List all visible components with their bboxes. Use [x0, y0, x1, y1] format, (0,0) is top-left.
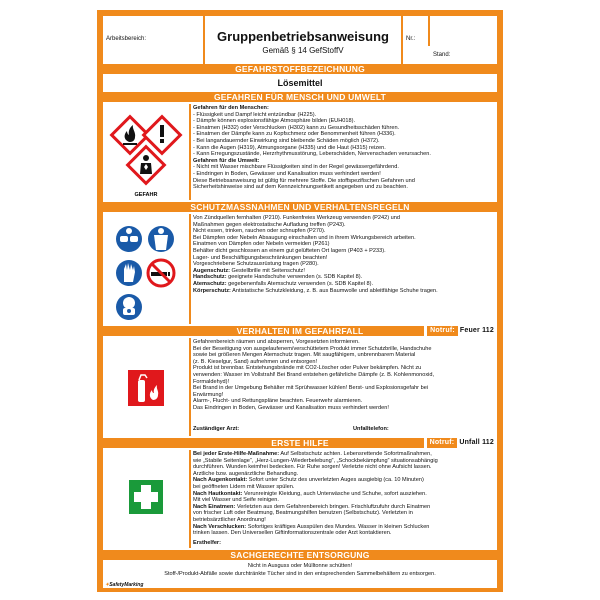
- brand-logo: [105, 582, 143, 588]
- text-line: [193, 524, 494, 531]
- hand-protection-icon: [116, 260, 142, 286]
- text-line: [193, 405, 494, 412]
- band-entsorgung: SACHGERECHTE ENTSORGUNG: [103, 550, 497, 560]
- band-erste-hilfe: [103, 438, 497, 448]
- brand-name: SafetyMarking: [109, 582, 144, 588]
- text-line: [193, 530, 494, 537]
- text-line: [193, 372, 494, 379]
- text-line: [193, 105, 494, 112]
- section-gefahren: [103, 104, 497, 200]
- text-line: [193, 171, 494, 178]
- band-gefahren: GEFAHREN FÜR MENSCH UND UMWELT: [103, 92, 497, 102]
- erste-hilfe-icons: [103, 450, 191, 548]
- text-line-body: Gefahrenbereich räumen und absperren, Vorgesetzten informieren.: [193, 339, 360, 345]
- text-line-body: Einatmen von Dämpfen oder Nebeln vermeiden (P261): [193, 241, 330, 248]
- text-line-body: - Flüssigkeit und Dampf leicht entzündbar (H225).: [193, 111, 317, 118]
- ersthelfer-label: Ersthelfer:: [193, 540, 221, 546]
- text-line-label: Körperschutz:: [193, 287, 231, 294]
- schutz-icons: [103, 214, 191, 324]
- text-line-body: Antistatische Schutzkleidung, z. B. aus Baumwolle und ableitfähige Schuhe tragen.: [230, 287, 438, 294]
- text-line-body: Lager- und Beschäftigungsbeschränkungen beachten!: [193, 254, 328, 261]
- text-line-body: Sofort unter Schutz des unverletzten Auges ausgiebig (ca. 10 Minuten): [247, 477, 424, 484]
- gefahren-text: [193, 105, 494, 191]
- text-line: [193, 517, 494, 524]
- text-line-body: Maßnahmen gegen elektrostatische Aufladung treffen (P243).: [193, 221, 346, 228]
- text-line-body: Auf Selbstschutz achten. Lebensrettende Sofortmaßnahmen,: [279, 451, 432, 457]
- notruf-feuer-number: Feuer 112: [459, 327, 494, 334]
- section-schutz: [103, 214, 497, 324]
- ghs-pictograms: [103, 104, 189, 200]
- text-line-body: sowie bei größeren Mengen Atemschutz tragen. Mit saugfähigem, unbrennbarem Material: [193, 352, 416, 359]
- text-line: [193, 346, 494, 353]
- text-line-body: Mit viel Wasser und Seife reinigen.: [193, 497, 279, 504]
- page-subtitle: Gemäß § 14 GefStoffV: [262, 46, 344, 55]
- mandatory-signs: [103, 214, 189, 324]
- text-line: [193, 497, 494, 504]
- text-line-label: Handschutz:: [193, 274, 227, 281]
- text-line: [193, 339, 494, 346]
- text-line-body: Von Zündquellen fernhalten (P210). Funkenfreies Werkzeug verwenden (P242) und: [193, 215, 400, 221]
- text-line: [193, 379, 494, 386]
- text-line-body: - Nicht mit Wasser mischbare Flüssigkeiten sind in der Regel gewässergefährdend.: [193, 164, 399, 171]
- text-line-body: Sicherheitshinweise sind auf dem Kennzeichnungsetikett angegeben und zu beachten.: [193, 184, 408, 191]
- band-gefahrfall-title: VERHALTEN IM GEFAHRFALL: [236, 326, 364, 336]
- text-line: [193, 138, 494, 145]
- text-line-body: Bei Brand in der Umgebung Behälter mit Sprühwasser kühlen! Berst- und Explosionsgefahr bei: [193, 385, 429, 392]
- no-smoking-icon: [148, 260, 174, 286]
- text-line: [193, 510, 494, 517]
- entsorgung-line-2: Stoff-/Produkt-Abfälle sowie durchtränkte Tücher sind in den entsprechenden Sammelbehältern zu entsorgen.: [164, 571, 436, 577]
- sheet-inner: [103, 16, 497, 588]
- text-line-body: (z. B. Kieselgur, Sand) aufnehmen und entsorgen!: [193, 358, 318, 365]
- text-line-body: verwenden: Wasser im Vollstrahl! Bei Brand entstehen gefährliche Dämpfe (z. B. Kohlenmonoxid,: [193, 371, 435, 378]
- text-line-body: Verunreinigte Kleidung, auch Unterwäsche und Schuhe, sofort ausziehen.: [242, 490, 427, 497]
- text-line-label: Nach Verschlucken:: [193, 523, 247, 530]
- first-aid-cross-icon: [129, 480, 163, 514]
- gefahrfall-text: [193, 339, 494, 412]
- band-erste-hilfe-title: ERSTE HILFE: [271, 438, 329, 448]
- text-line-body: Sofortiges kräftiges Ausspülen des Mundes. Wasser in kleinen Schlucken: [246, 523, 430, 530]
- text-line-label: Augenschutz:: [193, 267, 230, 274]
- eye-protection-icon: [116, 226, 142, 252]
- text-line-label: Nach Augenkontakt:: [193, 477, 248, 484]
- header: [103, 16, 497, 64]
- text-line-body: - Einatmen der Dämpfe kann zu Kopfschmerz oder Benommenheit führen (H336).: [193, 131, 396, 138]
- text-line-body: - Dämpfe können explosionsfähige Atmosphäre bilden (EUH018).: [193, 118, 355, 125]
- text-line-body: durchführen. Wunden keimfrei bedecken. Für Ruhe sorgen! Verletzte nicht ohne Aufsicht lassen.: [193, 464, 432, 471]
- text-line: [193, 228, 494, 235]
- text-line: [193, 491, 494, 498]
- fire-extinguisher-sign: [103, 338, 189, 436]
- text-line-body: Formaldehyd)!: [193, 378, 230, 385]
- text-line: [193, 158, 494, 165]
- text-line-body: Das Eindringen in Boden, Gewässer und Kanalisation muss verhindert werden!: [193, 404, 389, 411]
- text-line: [193, 112, 494, 119]
- text-line-body: bei geöffneten Lidern mit Wasser spülen.: [193, 483, 295, 490]
- text-line-body: gegebenenfalls Atemschutz verwenden (s. SDB Kapitel 8).: [226, 280, 374, 287]
- arzt-label: Zuständiger Arzt:: [193, 426, 240, 432]
- unfalltelefon-label: Unfalltelefon:: [353, 426, 389, 432]
- text-line: [193, 359, 494, 366]
- notruf-unfall: [424, 438, 497, 448]
- section-gefahrfall: [103, 338, 497, 436]
- text-line-body: von frischer Luft oder Beatmung, Beatmungshilfen benutzen (Selbstschutz). Verletzten in: [193, 510, 413, 517]
- text-line: [193, 385, 494, 392]
- text-line: [193, 125, 494, 132]
- text-line-body: Diese Betriebsanweisung ist gültig für mehrere Stoffe. Die stoffspezifischen Gefahren und: [193, 177, 415, 184]
- text-line: [193, 464, 494, 471]
- schutz-text: [193, 215, 494, 294]
- text-line-body: - Kann Erregungszustände, Herzrhythmusstörung, Leberschäden, Nervenschaden verursachen.: [193, 151, 431, 158]
- text-line: [193, 281, 494, 288]
- text-line: [193, 392, 494, 399]
- text-line-label: Nach Einatmen:: [193, 503, 236, 510]
- text-line: [193, 131, 494, 138]
- arbeitsbereich-cell: [103, 16, 205, 64]
- title-cell: [205, 16, 403, 64]
- text-line-body: betriebsärztlicher Anordnung!: [193, 516, 266, 523]
- text-line-body: - Bei langandauernder Einwirkung sind bleibende Schäden möglich (H372).: [193, 137, 380, 144]
- fire-extinguisher-icon: [128, 370, 164, 406]
- entsorgung-line-1: Nicht in Ausguss oder Mülltonne schütten!: [247, 563, 353, 569]
- section-erste-hilfe: [103, 450, 497, 548]
- gefahrfall-icons: [103, 338, 191, 436]
- text-line-body: Produkt ist brennbar. Entstehungsbrände mit CO2-Löscher oder Pulver bekämpfen. Nicht zu: [193, 365, 422, 372]
- text-line: [193, 118, 494, 125]
- arbeitsbereich-label: Arbeitsbereich:: [106, 36, 147, 42]
- notruf-feuer: [424, 326, 497, 336]
- text-line-body: Behälter dicht geschlossen an einem gut gelüfteten Ort lagern (P403 + P233).: [193, 247, 386, 254]
- text-line-body: Gestellbrille mit Seitenschutz!: [229, 267, 305, 274]
- band-gefahrfall: [103, 326, 497, 336]
- notruf-label: Notruf:: [427, 326, 458, 336]
- text-line-body: Bei Dämpfen oder Nebeln Absaugung einschalten und in ihrem Wirkungsbereich arbeiten.: [193, 234, 416, 241]
- text-line: [193, 164, 494, 171]
- text-line: [193, 255, 494, 262]
- text-line: [193, 151, 494, 158]
- nr-label: Nr.:: [406, 36, 416, 42]
- text-line: [193, 471, 494, 478]
- text-line: [193, 184, 494, 191]
- text-line: [193, 458, 494, 465]
- text-line: [193, 365, 494, 372]
- signal-word: GEFAHR: [134, 192, 158, 198]
- text-line: [193, 235, 494, 242]
- text-line: [193, 268, 494, 275]
- text-line: [193, 215, 494, 222]
- text-line-body: - Eindringen in Boden, Gewässer und Kanalisation muss verhindert werden!: [193, 170, 381, 177]
- text-line-body: Gefahren für die Umwelt:: [193, 157, 260, 164]
- text-line-body: wie „Stabile Seitenlage“, „Herz-Lungen-Wiederbelebung“, „Schockbekämpfung“ situationsabhängig: [193, 457, 438, 464]
- text-line-label: Atemschutz:: [193, 280, 227, 287]
- text-line-body: trinken lassen. Den Universellen Giftinformationszentrale oder Arzt kontaktieren.: [193, 530, 392, 537]
- text-line-body: - Einatmen (H332) oder Verschlucken (H302) kann zu Gesundheitsschäden führen.: [193, 124, 400, 131]
- text-line: [193, 288, 494, 295]
- band-schutzmassnahmen: SCHUTZMASSNAHMEN UND VERHALTENSREGELN: [103, 202, 497, 212]
- text-line-body: Alarm-, Flucht- und Rettungspläne beachten. Feuerwehr alarmieren.: [193, 398, 363, 405]
- text-line: [193, 274, 494, 281]
- text-line-body: Erwärmung!: [193, 391, 224, 398]
- text-line: [193, 398, 494, 405]
- text-line-body: - Kann die Augen (H319), Atmungsorgane (H335) und die Haut (H315) reizen.: [193, 144, 386, 151]
- text-line-body: Ärztliche bzw. augenärztliche Behandlung.: [193, 470, 299, 477]
- erste-hilfe-text: [193, 451, 494, 537]
- text-line-label: Bei jeder Erste-Hilfe-Maßnahme:: [193, 451, 280, 457]
- text-line-body: Vorgeschriebene Schutzausrüstung tragen (P280).: [193, 261, 319, 268]
- text-line: [193, 248, 494, 255]
- text-line: [193, 222, 494, 229]
- text-line: [193, 178, 494, 185]
- text-line-body: geeignete Handschuhe verwenden (s. SDB Kapitel 8).: [226, 274, 363, 281]
- protective-clothing-icon: [148, 226, 174, 252]
- text-line: [193, 484, 494, 491]
- band-gefahrstoffbezeichnung: GEFAHRSTOFFBEZEICHNUNG: [103, 64, 497, 74]
- header-divider: [428, 16, 430, 46]
- text-line: [193, 477, 494, 484]
- text-line: [193, 451, 494, 458]
- text-line-body: Verletzten aus dem Gefahrenbereich bringen. Frischluftzufuhr durch Einatmen: [235, 503, 431, 510]
- notruf-label-2: Notruf:: [427, 438, 458, 448]
- text-line: [193, 241, 494, 248]
- text-line-body: Gefahren für den Menschen:: [193, 105, 269, 111]
- brand-mark-icon: ✦: [105, 582, 110, 588]
- text-line-body: Bei der Beseitigung von ausgelaufenem/verschüttetem Produkt immer Schutzbrille, Handschuhe: [193, 345, 432, 352]
- notruf-unfall-number: Unfall 112: [459, 439, 494, 446]
- text-line-label: Nach Hautkontakt:: [193, 490, 243, 497]
- stand-label: Stand:: [433, 52, 451, 58]
- page-title: Gruppenbetriebsanweisung: [217, 29, 389, 44]
- text-line-body: Nicht essen, trinken, rauchen oder schnupfen (P270).: [193, 228, 326, 235]
- text-line: [193, 504, 494, 511]
- substance-name: Lösemittel: [277, 78, 323, 88]
- text-line: [193, 261, 494, 268]
- text-line: [193, 352, 494, 359]
- text-line: [193, 145, 494, 152]
- operating-instruction-sheet: [97, 10, 503, 592]
- first-aid-sign: [103, 450, 189, 548]
- respiratory-protection-icon: [116, 294, 142, 320]
- gefahren-icons: [103, 104, 191, 200]
